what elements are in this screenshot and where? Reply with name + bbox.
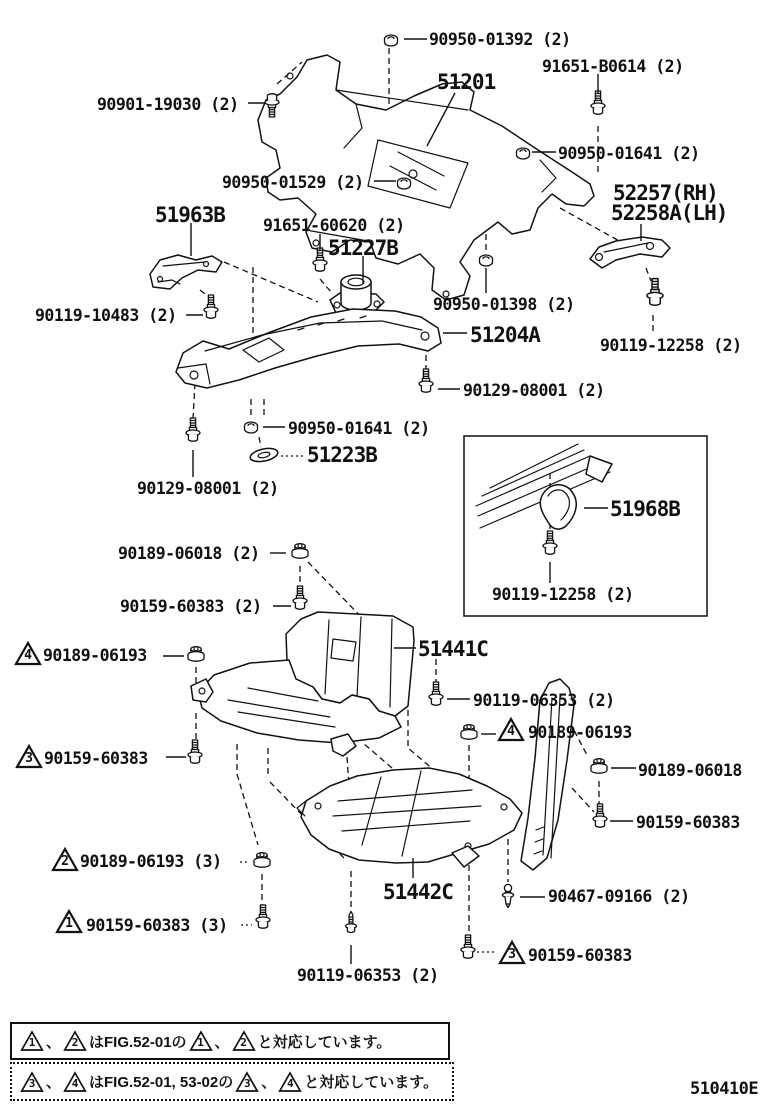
part-label-51441c: 51441C	[418, 637, 488, 661]
fastener-label-90189-06018-left: 90189-06018 (2)	[118, 544, 260, 563]
part-51441c-under-cover-rh	[191, 612, 414, 756]
legend-text: はFIG.52-01, 53-02の	[89, 1074, 234, 1091]
triangle-marker-3: 3	[20, 1071, 44, 1093]
triangle-marker-1: 1	[55, 909, 83, 934]
figure-code: 510410E	[690, 1079, 759, 1099]
legend-text: はFIG.52-01の	[89, 1033, 187, 1051]
fastener-label-90950-01641-upper: 90950-01641 (2)	[558, 144, 700, 163]
bolt-icon	[543, 531, 557, 554]
screw-icon	[346, 912, 357, 933]
part-label-52258a-lh: 52258A(LH)	[611, 201, 728, 225]
part-label-51227b: 51227B	[328, 236, 398, 260]
triangle-marker-3: 3	[235, 1071, 259, 1093]
legend-separator: 、	[46, 1033, 62, 1051]
fastener-label-90189-06193-tri2: 90189-06193 (3)	[80, 852, 222, 871]
triangle-marker-3: 3	[498, 940, 526, 965]
part-label-51442c: 51442C	[383, 880, 453, 904]
bolt-icon	[293, 586, 307, 609]
part-52257-bracket	[590, 237, 670, 268]
fastener-label-90950-01641-lower: 90950-01641 (2)	[288, 419, 430, 438]
triangle-marker-2: 2	[63, 1030, 87, 1052]
fastener-label-90159-60383-tri1: 90159-60383 (3)	[86, 916, 228, 935]
grommet-icon	[461, 725, 477, 740]
bolt-icon	[429, 682, 443, 705]
fastener-label-90189-06193-tri4-right: 90189-06193	[528, 723, 632, 742]
grommet-icon	[591, 759, 607, 774]
fastener-label-90901-19030: 90901-19030 (2)	[97, 95, 239, 114]
bolt-icon	[313, 248, 327, 271]
part-51963b-bracket	[150, 255, 222, 289]
bolt-icon	[186, 418, 200, 441]
legend-text: と対応しています。	[257, 1033, 392, 1051]
fastener-label-90119-06353-bottom: 90119-06353 (2)	[297, 966, 439, 985]
legend-separator: 、	[214, 1033, 230, 1051]
fastener-label-90189-06018-right: 90189-06018	[638, 761, 742, 780]
fastener-label-90129-08001-left: 90129-08001 (2)	[137, 479, 279, 498]
part-51227b-bushing	[330, 275, 384, 313]
rivet-icon	[502, 884, 513, 907]
grommet-icon	[292, 544, 308, 559]
triangle-marker-1: 1	[20, 1030, 44, 1052]
part-label-51968b: 51968B	[610, 497, 680, 521]
fastener-label-91651-60620: 91651-60620 (2)	[263, 216, 405, 235]
nut-icon	[517, 148, 530, 159]
legend-note-fig52-01-53-02	[10, 1062, 454, 1101]
part-label-51223b: 51223B	[307, 443, 377, 467]
triangle-marker-4: 4	[63, 1071, 87, 1093]
fastener-label-90467-09166: 90467-09166 (2)	[548, 887, 690, 906]
bolt-icon	[256, 905, 270, 928]
grommet-icon	[188, 647, 204, 662]
bolt-icon	[591, 91, 605, 114]
fastener-label-90159-60383-right: 90159-60383	[636, 813, 740, 832]
grommet-icon	[254, 853, 270, 868]
bolt-icon	[188, 740, 202, 763]
part-label-51204a: 51204A	[470, 323, 540, 347]
nut-icon	[398, 178, 411, 189]
triangle-marker-2: 2	[232, 1030, 256, 1052]
fastener-label-90950-01398: 90950-01398 (2)	[433, 295, 575, 314]
bolt-icon	[461, 935, 475, 958]
fastener-label-90119-12258-inset: 90119-12258 (2)	[492, 585, 634, 604]
bolt-icon	[419, 369, 433, 392]
fastener-label-90159-60383-left: 90159-60383 (2)	[120, 597, 262, 616]
legend-separator: 、	[46, 1074, 62, 1091]
triangle-marker-3: 3	[15, 744, 43, 769]
part-label-51201: 51201	[437, 70, 496, 94]
fastener-label-91651-B0614: 91651-B0614 (2)	[542, 57, 684, 76]
fastener-label-90129-08001-right: 90129-08001 (2)	[463, 381, 605, 400]
legend-separator: 、	[261, 1074, 277, 1091]
bolt-icon	[647, 279, 663, 306]
nut-icon	[245, 422, 258, 433]
triangle-marker-1: 1	[189, 1030, 213, 1052]
fastener-label-90119-06353-upper: 90119-06353 (2)	[473, 691, 615, 710]
part-label-52257-rh: 52257(RH)	[613, 181, 718, 205]
fastener-label-90119-10483: 90119-10483 (2)	[35, 306, 177, 325]
fastener-label-90119-12258-main: 90119-12258 (2)	[600, 336, 742, 355]
part-51223b-washer	[249, 446, 279, 464]
triangle-marker-4: 4	[14, 641, 42, 666]
nut-icon	[385, 35, 398, 46]
triangle-marker-2: 2	[51, 847, 79, 872]
bolt-icon	[593, 804, 607, 827]
bolt-icon	[204, 295, 218, 318]
fastener-label-90950-01529: 90950-01529 (2)	[222, 173, 364, 192]
triangle-marker-4: 4	[497, 717, 525, 742]
legend-note-fig52-01	[10, 1022, 450, 1060]
part-label-51963b: 51963B	[155, 203, 225, 227]
fastener-label-90159-60383-tri3-left: 90159-60383	[44, 749, 148, 768]
fastener-label-90950-01392: 90950-01392 (2)	[429, 30, 571, 49]
triangle-marker-4: 4	[278, 1071, 302, 1093]
fastener-label-90159-60383-tri3-bottom: 90159-60383	[528, 946, 632, 965]
part-51204a-brace	[176, 309, 441, 388]
legend-text: と対応しています。	[304, 1074, 439, 1091]
nut-icon	[480, 255, 493, 266]
fastener-label-90189-06193-tri4-left: 90189-06193	[43, 646, 147, 665]
